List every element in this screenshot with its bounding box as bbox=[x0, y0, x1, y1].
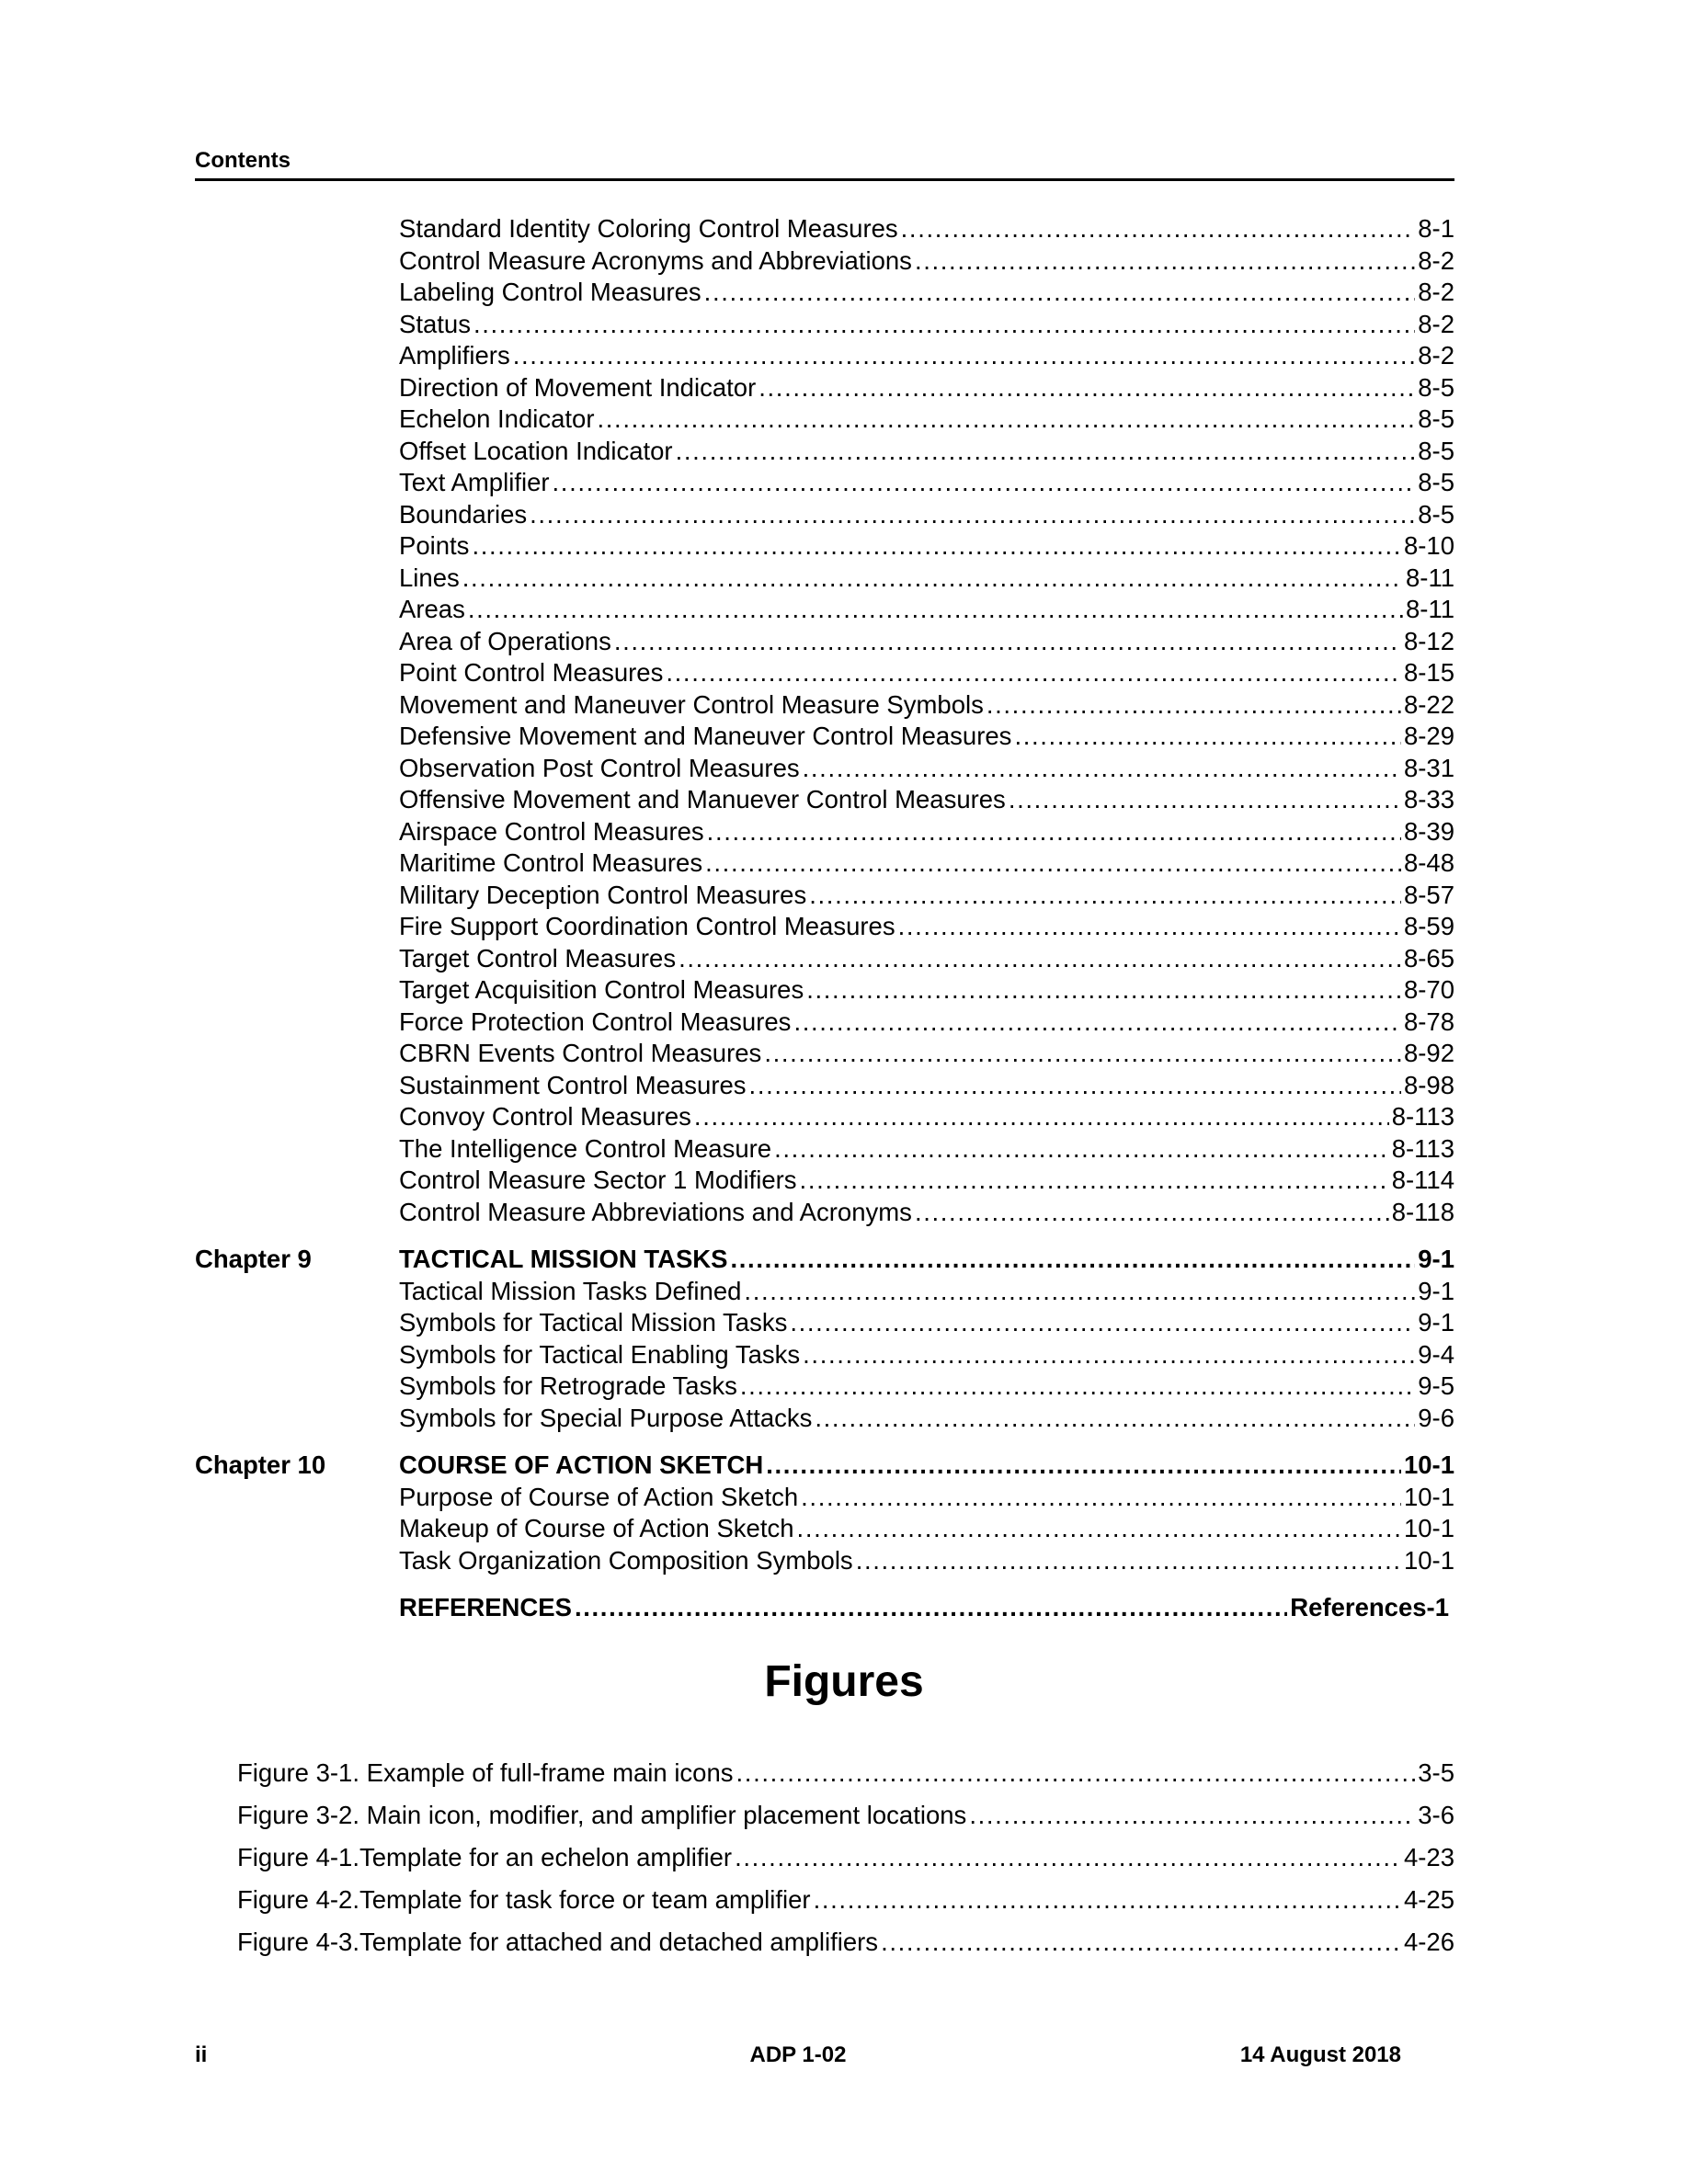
figure-title: Figure 4-3.Template for attached and detached amplifiers bbox=[237, 1928, 879, 1956]
dot-leader bbox=[614, 626, 1401, 658]
toc-row[interactable] bbox=[195, 911, 1454, 943]
toc-entry-title: Standard Identity Coloring Control Measures bbox=[399, 214, 898, 243]
toc-entry-title: Convoy Control Measures bbox=[399, 1102, 691, 1131]
toc-entry-title: Echelon Indicator bbox=[399, 404, 595, 433]
toc-entry-title: Point Control Measures bbox=[399, 658, 664, 687]
toc-entry-page: 9-1 bbox=[1418, 1276, 1454, 1305]
toc-entry-page: 8-113 bbox=[1391, 1102, 1454, 1131]
toc-entry bbox=[399, 911, 1454, 943]
figure-page: 3-5 bbox=[1418, 1758, 1454, 1787]
dot-leader bbox=[1014, 721, 1401, 753]
figure-title: Figure 3-1. Example of full-frame main icons bbox=[237, 1758, 734, 1787]
dot-leader bbox=[803, 1339, 1415, 1371]
figure-title: Figure 4-2.Template for task force or team amplifier bbox=[237, 1885, 811, 1914]
toc-entry-page: References-1 bbox=[1290, 1593, 1449, 1621]
toc-entry-title: Status bbox=[399, 309, 471, 338]
dot-leader bbox=[740, 1371, 1415, 1403]
toc-entry bbox=[399, 689, 1454, 722]
figure-row[interactable] bbox=[237, 1831, 1454, 1873]
toc-entry-page: 10-1 bbox=[1403, 1545, 1454, 1575]
toc-entry-page: 8-5 bbox=[1418, 436, 1454, 465]
dot-leader bbox=[736, 1757, 1416, 1789]
toc-row[interactable] bbox=[195, 1007, 1454, 1039]
dot-leader bbox=[704, 277, 1416, 309]
dot-leader bbox=[814, 1884, 1401, 1916]
toc-entry bbox=[399, 847, 1454, 880]
toc-entry-page: 8-5 bbox=[1418, 372, 1454, 402]
footer-page-number: ii bbox=[195, 2042, 208, 2067]
dot-leader bbox=[744, 1276, 1415, 1308]
toc-entry bbox=[399, 1592, 1454, 1624]
figures-heading: Figures bbox=[764, 1657, 924, 1706]
dot-leader bbox=[915, 245, 1415, 278]
chapter-heading-row[interactable] bbox=[195, 1450, 1454, 1482]
chapter-heading-row[interactable] bbox=[195, 1244, 1454, 1276]
toc-entry-page: 8-57 bbox=[1403, 880, 1454, 909]
toc-row[interactable] bbox=[195, 499, 1454, 531]
dot-leader bbox=[790, 1307, 1415, 1339]
dot-leader bbox=[575, 1592, 1287, 1624]
toc-row[interactable] bbox=[195, 1339, 1454, 1371]
dot-leader bbox=[1009, 784, 1401, 816]
toc-entry-title: Control Measure Acronyms and Abbreviations bbox=[399, 245, 912, 275]
toc-row[interactable] bbox=[195, 974, 1454, 1007]
toc-entry bbox=[399, 1070, 1454, 1102]
toc-entry-page: 8-78 bbox=[1403, 1007, 1454, 1036]
dot-leader bbox=[473, 309, 1415, 341]
toc-entry bbox=[399, 340, 1454, 372]
figure-page: 4-26 bbox=[1403, 1928, 1454, 1956]
toc-entry bbox=[399, 372, 1454, 404]
toc-row[interactable] bbox=[195, 563, 1454, 595]
toc-entry bbox=[399, 1276, 1454, 1308]
toc-entry bbox=[399, 1007, 1454, 1039]
dot-leader bbox=[809, 880, 1401, 912]
dot-leader bbox=[969, 1800, 1415, 1831]
toc-entry-page: 8-5 bbox=[1418, 468, 1454, 496]
toc-entry bbox=[399, 1244, 1454, 1276]
figure-page: 3-6 bbox=[1418, 1801, 1454, 1829]
toc-entry-title: Control Measure Sector 1 Modifiers bbox=[399, 1166, 797, 1194]
dot-leader bbox=[676, 436, 1416, 468]
toc-entry bbox=[399, 594, 1454, 626]
toc-entry bbox=[399, 1371, 1454, 1403]
toc-entry bbox=[399, 626, 1454, 658]
toc-entry-page: 8-2 bbox=[1418, 245, 1454, 275]
toc-row[interactable] bbox=[195, 943, 1454, 975]
header-title: Contents bbox=[195, 148, 291, 173]
dot-leader bbox=[530, 499, 1415, 531]
toc-row[interactable] bbox=[195, 1038, 1454, 1070]
dot-leader bbox=[881, 1927, 1401, 1958]
chapter-label: Chapter 9 bbox=[195, 1245, 312, 1273]
toc-entry bbox=[399, 753, 1454, 785]
toc-entry-page: 8-113 bbox=[1391, 1133, 1454, 1163]
toc-entry-title: Symbols for Tactical Enabling Tasks bbox=[399, 1339, 801, 1369]
header-rule bbox=[195, 178, 1454, 181]
toc-entry-page: 8-1 bbox=[1418, 214, 1454, 243]
dot-leader bbox=[766, 1450, 1401, 1482]
toc-entry bbox=[399, 1339, 1454, 1371]
toc-row[interactable] bbox=[195, 721, 1454, 753]
figure-page: 4-23 bbox=[1403, 1843, 1454, 1871]
toc-entry-page: 8-29 bbox=[1403, 722, 1454, 750]
toc-row[interactable] bbox=[195, 657, 1454, 689]
toc-entry-title: Purpose of Course of Action Sketch bbox=[399, 1482, 799, 1511]
toc-entry bbox=[399, 1197, 1454, 1229]
toc-entry-title: Control Measure Abbreviations and Acronyms bbox=[399, 1197, 912, 1226]
toc-entry-title: Areas bbox=[399, 595, 465, 623]
toc-entry-page: 8-39 bbox=[1403, 816, 1454, 846]
toc-row[interactable] bbox=[195, 1133, 1454, 1166]
toc-entry bbox=[399, 1403, 1454, 1435]
toc-entry-page: 8-5 bbox=[1418, 499, 1454, 529]
toc-entry-page: 9-5 bbox=[1418, 1371, 1454, 1400]
toc-entry-title: Lines bbox=[399, 563, 460, 592]
toc-entry bbox=[399, 499, 1454, 531]
dot-leader bbox=[679, 943, 1401, 975]
toc-entry-title: Movement and Maneuver Control Measure Symbols bbox=[399, 689, 984, 719]
toc-entry bbox=[399, 943, 1454, 975]
toc-row[interactable] bbox=[195, 1307, 1454, 1339]
toc-entry bbox=[399, 436, 1454, 468]
toc-entry-title: Sustainment Control Measures bbox=[399, 1070, 747, 1099]
toc-row[interactable] bbox=[195, 467, 1454, 499]
toc-entry-page: 8-11 bbox=[1406, 595, 1454, 623]
toc-entry-title: Offset Location Indicator bbox=[399, 436, 673, 465]
dot-leader bbox=[468, 594, 1403, 626]
toc-row[interactable] bbox=[195, 753, 1454, 785]
toc-entry-title: Makeup of Course of Action Sketch bbox=[399, 1514, 794, 1542]
toc-entry-title: Symbols for Tactical Mission Tasks bbox=[399, 1308, 788, 1337]
footer-date: 14 August 2018 bbox=[1239, 2042, 1401, 2067]
toc-entry-title: Labeling Control Measures bbox=[399, 278, 701, 306]
toc-entry-page: 10-1 bbox=[1403, 1482, 1454, 1511]
toc-row[interactable] bbox=[195, 340, 1454, 372]
toc-entry-title: CBRN Events Control Measures bbox=[399, 1039, 762, 1067]
toc-entry-title: COURSE OF ACTION SKETCH bbox=[399, 1450, 764, 1479]
toc-entry-title: Offensive Movement and Manuever Control Measures bbox=[399, 785, 1006, 813]
dot-leader bbox=[901, 213, 1416, 245]
toc-entry-title: Target Acquisition Control Measures bbox=[399, 975, 804, 1004]
toc-row[interactable] bbox=[195, 1101, 1454, 1133]
dot-leader bbox=[800, 1165, 1389, 1197]
toc-entry-page: 8-48 bbox=[1403, 848, 1454, 877]
dot-leader bbox=[801, 1482, 1401, 1514]
toc-entry bbox=[399, 277, 1454, 309]
references-row[interactable] bbox=[195, 1592, 1454, 1624]
toc-entry-page: 8-114 bbox=[1391, 1166, 1454, 1194]
dot-leader bbox=[707, 816, 1401, 848]
toc-entry-title: Airspace Control Measures bbox=[399, 816, 704, 846]
dot-leader bbox=[898, 911, 1401, 943]
dot-leader bbox=[666, 657, 1401, 689]
dot-leader bbox=[735, 1842, 1401, 1873]
dot-leader bbox=[472, 530, 1401, 563]
chapter-8-section bbox=[195, 213, 1454, 1228]
toc-row[interactable] bbox=[195, 530, 1454, 563]
toc-row[interactable] bbox=[195, 880, 1454, 912]
toc-entry-title: TACTICAL MISSION TASKS bbox=[399, 1245, 728, 1273]
dot-leader bbox=[749, 1070, 1401, 1102]
toc-entry bbox=[399, 1450, 1454, 1482]
toc-entry-title: Observation Post Control Measures bbox=[399, 753, 800, 782]
toc-entry-page: 8-98 bbox=[1403, 1070, 1454, 1099]
toc-entry-title: Boundaries bbox=[399, 499, 528, 529]
chapter-10-section bbox=[195, 1450, 1454, 1576]
toc-entry-title: Fire Support Coordination Control Measures bbox=[399, 912, 895, 940]
chapter-label: Chapter 10 bbox=[195, 1450, 326, 1479]
dot-leader bbox=[987, 689, 1401, 722]
dot-leader bbox=[513, 340, 1416, 372]
toc-entry bbox=[399, 213, 1454, 245]
toc-entry-title: Direction of Movement Indicator bbox=[399, 372, 757, 402]
dot-leader bbox=[694, 1101, 1389, 1133]
toc-entry bbox=[399, 467, 1454, 499]
chapter-9-section bbox=[195, 1244, 1454, 1434]
toc-entry-page: 9-1 bbox=[1418, 1308, 1454, 1337]
toc-entry-page: 10-1 bbox=[1403, 1450, 1454, 1479]
toc-entry bbox=[399, 1165, 1454, 1197]
toc-entry-page: 8-22 bbox=[1403, 689, 1454, 719]
toc-entry-title: Tactical Mission Tasks Defined bbox=[399, 1276, 742, 1305]
toc-entry-page: 8-70 bbox=[1403, 975, 1454, 1004]
toc-entry-title: REFERENCES bbox=[399, 1593, 572, 1621]
toc-row[interactable] bbox=[195, 847, 1454, 880]
toc-entry-title: Force Protection Control Measures bbox=[399, 1007, 792, 1036]
toc-entry-page: 8-5 bbox=[1418, 404, 1454, 433]
toc-row[interactable] bbox=[195, 309, 1454, 341]
toc-entry-page: 8-12 bbox=[1403, 626, 1454, 655]
references-section bbox=[195, 1592, 1454, 1624]
toc-entry bbox=[399, 245, 1454, 278]
toc-entry-page: 8-10 bbox=[1403, 531, 1454, 560]
toc-entry-page: 8-2 bbox=[1418, 341, 1454, 370]
figure-page: 4-25 bbox=[1403, 1885, 1454, 1914]
toc-entry-page: 9-1 bbox=[1418, 1245, 1454, 1273]
toc-entry-title: The Intelligence Control Measure bbox=[399, 1133, 772, 1163]
toc-entry-page: 8-65 bbox=[1403, 943, 1454, 973]
figure-row[interactable] bbox=[237, 1873, 1454, 1916]
toc-row[interactable] bbox=[195, 816, 1454, 848]
toc-row[interactable] bbox=[195, 1070, 1454, 1102]
toc-row[interactable] bbox=[195, 1403, 1454, 1435]
toc-entry-page: 8-2 bbox=[1418, 309, 1454, 338]
toc-entry-title: Area of Operations bbox=[399, 626, 611, 655]
toc-entry-page: 8-118 bbox=[1391, 1197, 1454, 1226]
toc-entry-page: 8-11 bbox=[1406, 563, 1454, 592]
toc-entry bbox=[399, 721, 1454, 753]
toc-row[interactable] bbox=[195, 1513, 1454, 1545]
figures-list bbox=[237, 1746, 1454, 1958]
toc-entry bbox=[399, 1513, 1454, 1545]
figure-row[interactable] bbox=[237, 1916, 1454, 1958]
toc-entry-page: 10-1 bbox=[1403, 1514, 1454, 1542]
toc-entry-title: Symbols for Special Purpose Attacks bbox=[399, 1403, 813, 1432]
toc-row[interactable] bbox=[195, 1482, 1454, 1514]
toc-entry-page: 9-4 bbox=[1418, 1339, 1454, 1369]
toc-row[interactable] bbox=[195, 1197, 1454, 1229]
toc-row[interactable] bbox=[195, 1371, 1454, 1403]
dot-leader bbox=[764, 1038, 1401, 1070]
figure-row[interactable] bbox=[237, 1746, 1454, 1789]
toc-entry bbox=[399, 309, 1454, 341]
toc-entry bbox=[399, 784, 1454, 816]
toc-row[interactable] bbox=[195, 626, 1454, 658]
toc-row[interactable] bbox=[195, 277, 1454, 309]
toc-entry bbox=[399, 880, 1454, 912]
dot-leader bbox=[797, 1513, 1401, 1545]
toc-entry-page: 8-31 bbox=[1403, 753, 1454, 782]
dot-leader bbox=[856, 1545, 1401, 1577]
toc-entry bbox=[399, 1482, 1454, 1514]
dot-leader bbox=[915, 1197, 1389, 1229]
page-header bbox=[195, 145, 1454, 181]
toc-entry bbox=[399, 1133, 1454, 1166]
toc-row[interactable] bbox=[195, 1276, 1454, 1308]
toc-row[interactable] bbox=[195, 213, 1454, 245]
toc-entry bbox=[399, 974, 1454, 1007]
dot-leader bbox=[553, 467, 1416, 499]
toc-row[interactable] bbox=[195, 1545, 1454, 1577]
toc-entry bbox=[399, 657, 1454, 689]
dot-leader bbox=[462, 563, 1403, 595]
toc-entry-page: 8-2 bbox=[1418, 278, 1454, 306]
toc-entry-title: Defensive Movement and Maneuver Control Measures bbox=[399, 722, 1012, 750]
toc-entry bbox=[399, 404, 1454, 436]
toc-entry-title: Points bbox=[399, 531, 470, 560]
toc-row[interactable] bbox=[195, 436, 1454, 468]
table-of-contents bbox=[195, 213, 1454, 1640]
dot-leader bbox=[815, 1403, 1415, 1435]
toc-row[interactable] bbox=[195, 245, 1454, 278]
toc-entry-title: Symbols for Retrograde Tasks bbox=[399, 1371, 737, 1400]
dot-leader bbox=[758, 372, 1415, 404]
toc-entry bbox=[399, 1545, 1454, 1577]
toc-entry bbox=[399, 530, 1454, 563]
toc-entry-title: Military Deception Control Measures bbox=[399, 880, 807, 909]
toc-entry bbox=[399, 563, 1454, 595]
dot-leader bbox=[803, 753, 1401, 785]
toc-entry-title: Target Control Measures bbox=[399, 943, 677, 973]
toc-row[interactable] bbox=[195, 594, 1454, 626]
figure-title: Figure 4-1.Template for an echelon amplifier bbox=[237, 1843, 733, 1871]
dot-leader bbox=[774, 1133, 1389, 1166]
dot-leader bbox=[806, 974, 1401, 1007]
toc-entry-page: 8-15 bbox=[1403, 658, 1454, 687]
toc-entry-title: Text Amplifier bbox=[399, 468, 550, 496]
toc-row[interactable] bbox=[195, 404, 1454, 436]
dot-leader bbox=[731, 1244, 1416, 1276]
toc-row[interactable] bbox=[195, 372, 1454, 404]
figure-row[interactable] bbox=[237, 1789, 1454, 1831]
toc-row[interactable] bbox=[195, 1165, 1454, 1197]
dot-leader bbox=[598, 404, 1416, 436]
page-footer bbox=[195, 2042, 1401, 2074]
toc-entry bbox=[399, 816, 1454, 848]
toc-entry-title: Amplifiers bbox=[399, 341, 510, 370]
toc-entry-page: 8-92 bbox=[1403, 1039, 1454, 1067]
toc-entry-title: Maritime Control Measures bbox=[399, 848, 703, 877]
footer-document-id: ADP 1-02 bbox=[749, 2042, 847, 2067]
figure-title: Figure 3-2. Main icon, modifier, and amplifier placement locations bbox=[237, 1801, 967, 1829]
toc-entry-title: Task Organization Composition Symbols bbox=[399, 1545, 853, 1575]
toc-entry-page: 9-6 bbox=[1418, 1403, 1454, 1432]
toc-row[interactable] bbox=[195, 784, 1454, 816]
dot-leader bbox=[705, 847, 1401, 880]
toc-entry bbox=[399, 1307, 1454, 1339]
toc-entry bbox=[399, 1101, 1454, 1133]
toc-row[interactable] bbox=[195, 689, 1454, 722]
toc-entry-page: 8-59 bbox=[1403, 912, 1454, 940]
dot-leader bbox=[793, 1007, 1401, 1039]
toc-entry bbox=[399, 1038, 1454, 1070]
toc-entry-page: 8-33 bbox=[1403, 785, 1454, 813]
